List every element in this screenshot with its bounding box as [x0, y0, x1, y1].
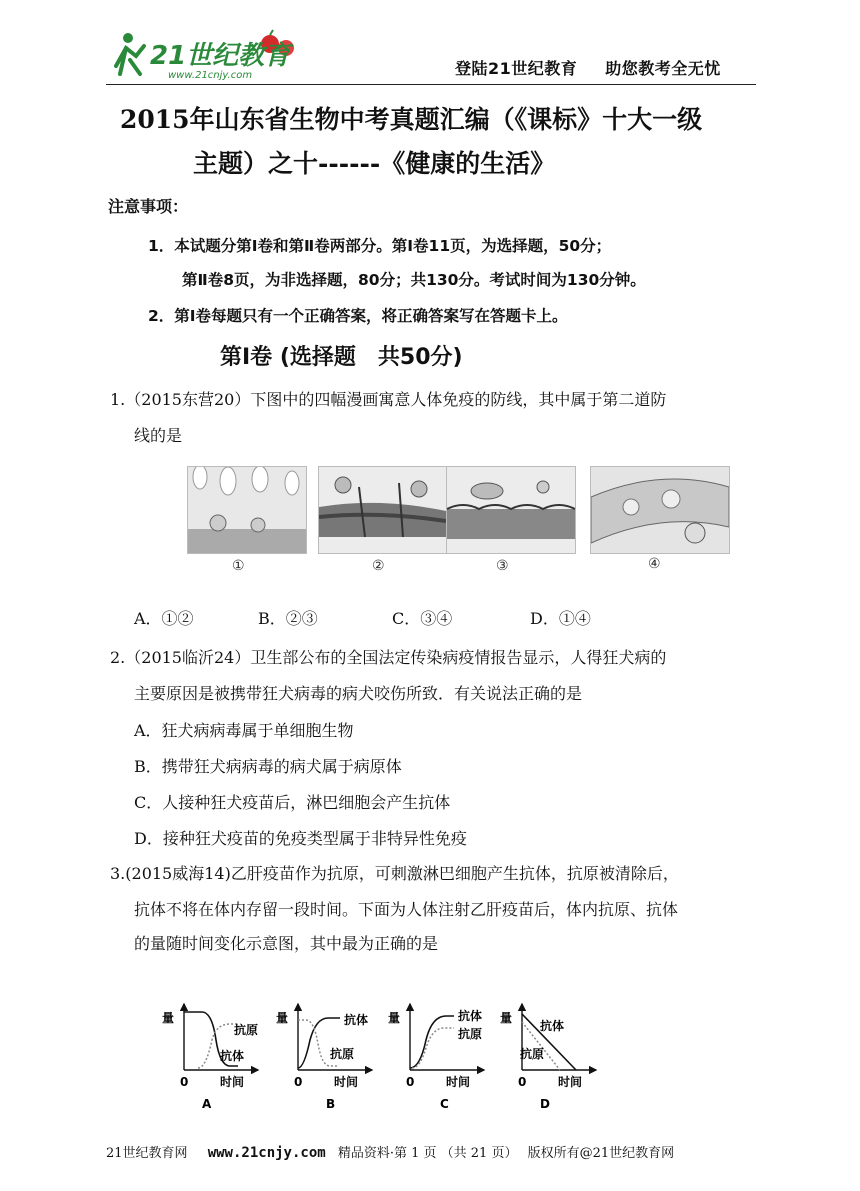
graph-b-letter: B	[326, 1097, 336, 1111]
footer-left: 21世纪教育网	[106, 1146, 188, 1161]
graph-c-letter: C	[440, 1097, 449, 1111]
q1-label-3: ③	[496, 558, 509, 574]
graph-d-ylabel: 量	[500, 1011, 513, 1025]
graph-d-letter: D	[540, 1097, 550, 1111]
document-title-line1: 2015年山东省生物中考真题汇编（《课标》十大一级	[120, 105, 703, 134]
slogan-left: 登陆21世纪教育	[455, 59, 578, 78]
graph-a-ylabel: 量	[162, 1011, 175, 1025]
section-title: 第Ⅰ卷 (选择题 共50分)	[220, 345, 463, 370]
graph-d-xlabel: 时间	[558, 1075, 583, 1089]
q1-panel-4	[590, 466, 730, 554]
graph-a-letter: A	[202, 1097, 212, 1111]
graph-b-lower: 抗原	[330, 1047, 355, 1061]
notice-item1-line1: 1．本试题分第Ⅰ卷和第Ⅱ卷两部分。第Ⅰ卷11页，为选择题，50分；	[148, 237, 612, 255]
q1-line2: 线的是	[134, 426, 183, 445]
q1-label-4: ④	[648, 556, 661, 572]
q1-panel-1	[187, 466, 307, 554]
q2-option-c: C．人接种狂犬疫苗后，淋巴细胞会产生抗体	[134, 793, 451, 812]
q3-graphs	[160, 1000, 600, 1115]
q1-label-1: ①	[232, 558, 245, 574]
q1-line1: 1.（2015东营20）下图中的四幅漫画寓意人体免疫的防线，其中属于第二道防	[110, 390, 667, 409]
q1-label-2: ②	[372, 558, 385, 574]
graph-d-lower: 抗原	[520, 1047, 545, 1061]
footer-site: www.21cnjy.com	[207, 1145, 326, 1161]
q2-option-d: D．接种狂犬疫苗的免疫类型属于非特异性免疫	[134, 829, 467, 848]
graph-c-xlabel: 时间	[446, 1075, 471, 1089]
header-divider	[106, 84, 756, 85]
graph-a	[162, 1004, 258, 1111]
graph-a-xlabel: 时间	[220, 1075, 245, 1089]
q1-panel-3	[446, 466, 576, 554]
footer	[106, 1142, 674, 1161]
graph-d-upper: 抗体	[540, 1019, 565, 1033]
graph-a-origin: 0	[180, 1075, 189, 1089]
q2-option-b: B．携带狂犬病病毒的病犬属于病原体	[134, 757, 402, 776]
footer-right: 版权所有@21世纪教育网	[527, 1146, 675, 1161]
q1-panel-2	[318, 466, 447, 554]
graph-c-upper: 抗体	[458, 1009, 483, 1023]
graph-b-xlabel: 时间	[334, 1075, 359, 1089]
document-title-line2: 主题）之十------《健康的生活》	[193, 149, 556, 178]
graph-a-upper: 抗原	[234, 1023, 259, 1037]
notice-heading: 注意事项：	[108, 197, 189, 216]
q3-line3: 的量随时间变化示意图，其中最为正确的是	[134, 934, 439, 953]
graph-b-ylabel: 量	[276, 1011, 289, 1025]
graph-d	[500, 1004, 596, 1111]
graph-c-ylabel: 量	[388, 1011, 401, 1025]
q2-line2: 主要原因是被携带狂犬病毒的病犬咬伤所致．有关说法正确的是	[134, 684, 583, 703]
graph-b-origin: 0	[294, 1075, 303, 1089]
logo-url: www.21cnjy.com	[168, 70, 253, 81]
q2-line1: 2.（2015临沂24）卫生部公布的全国法定传染病疫情报告显示，人得狂犬病的	[110, 648, 667, 667]
notice-item2: 2．第Ⅰ卷每题只有一个正确答案，将正确答案写在答题卡上。	[148, 307, 568, 325]
logo	[106, 26, 306, 82]
q3-line1: 3.(2015威海14)乙肝疫苗作为抗原，可刺激淋巴细胞产生抗体，抗原被清除后，	[110, 864, 679, 883]
footer-middle: 精品资料·第 1 页 （共 21 页）	[337, 1146, 518, 1161]
q2-option-a: A．狂犬病病毒属于单细胞生物	[134, 721, 354, 740]
logo-text: 21世纪教育	[150, 41, 291, 71]
q1-option-a: A．①②	[134, 609, 194, 628]
graph-c-origin: 0	[406, 1075, 415, 1089]
q1-option-d: D．①④	[530, 609, 591, 628]
notice-item1-line2: 第Ⅱ卷8页，为非选择题，80分；共130分。考试时间为130分钟。	[182, 271, 646, 289]
graph-b	[276, 1004, 372, 1111]
graph-d-origin: 0	[518, 1075, 527, 1089]
graph-b-upper: 抗体	[344, 1013, 369, 1027]
slogan-right: 助您教考全无忧	[605, 59, 721, 78]
q1-option-c: C．③④	[392, 609, 453, 628]
header-slogan	[455, 56, 721, 79]
q1-option-b: B．②③	[258, 609, 318, 628]
graph-a-lower: 抗体	[220, 1049, 245, 1063]
graph-c-curve-antibody	[410, 1016, 454, 1068]
graph-c	[388, 1004, 484, 1111]
graph-c-lower: 抗原	[458, 1027, 483, 1041]
q3-line2: 抗体不将在体内存留一段时间。下面为人体注射乙肝疫苗后，体内抗原、抗体	[134, 900, 679, 919]
